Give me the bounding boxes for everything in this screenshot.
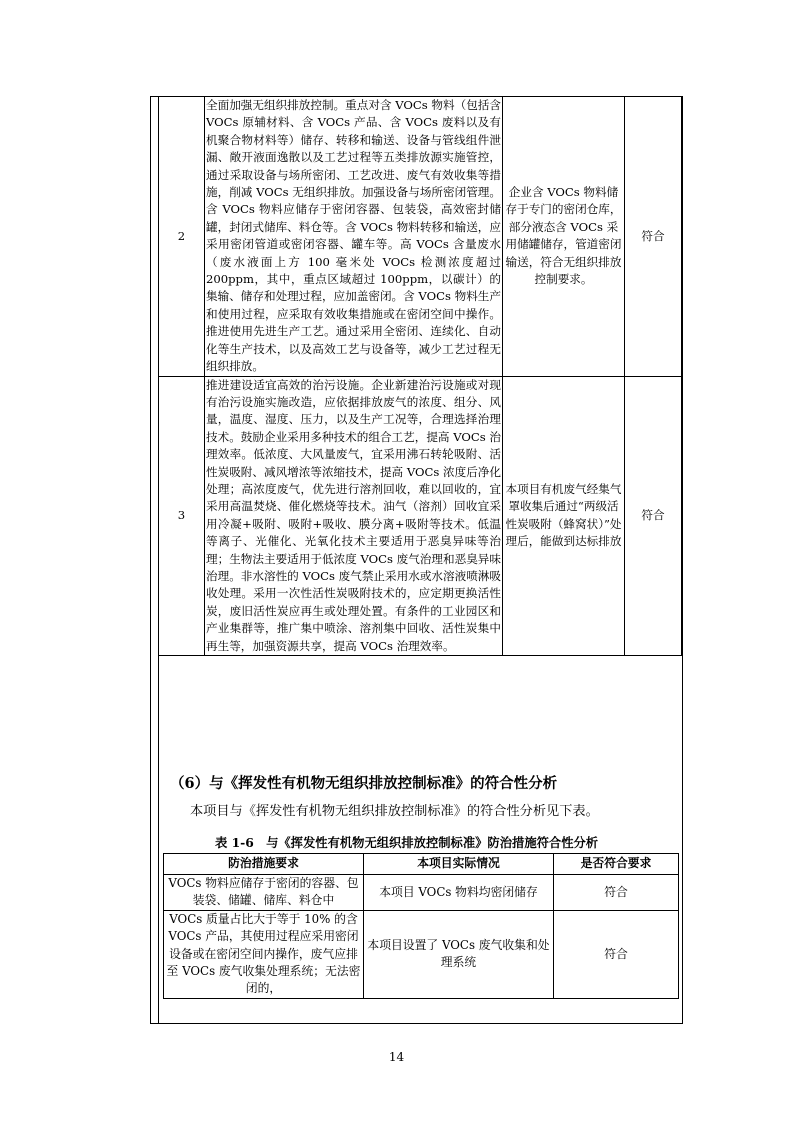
header-actual: 本项目实际情况	[364, 854, 554, 875]
table-header-row	[164, 854, 679, 875]
project-actual: 本项目有机废气经集气罩收集后通过“两级活性炭吸附（蜂窝状）”处理后，能做到达标排放	[503, 376, 625, 656]
project-actual: 本项目设置了 VOCs 废气收集和处理系统	[364, 910, 554, 998]
project-actual: 企业含 VOCs 物料储存于专门的密闭仓库，部分液态含 VOCs 采用储罐储存，管道密闭输送，符合无组织排放控制要求。	[503, 97, 625, 377]
compliance-result: 符合	[625, 97, 682, 377]
measure-requirement: VOCs 物料应储存于密闭的容器、包装袋、储罐、储库、料仓中	[164, 875, 364, 911]
row-number: 2	[159, 97, 205, 377]
table-row	[159, 97, 682, 377]
header-compliance: 是否符合要求	[554, 854, 679, 875]
emission-standard-table	[163, 853, 679, 999]
vocs-measures-table	[158, 96, 682, 656]
table-row	[159, 376, 682, 656]
measure-requirement: VOCs 质量占比大于等于 10% 的含 VOCs 产品，其使用过程应采用密闭设备或在密闭空间内操作，废气应排至 VOCs 废气收集处理系统；无法密闭的，	[164, 910, 364, 998]
measure-requirement: 推进建设适宜高效的治污设施。企业新建治污设施或对现有治污设施实施改造，应依据排放废气的浓度、组分、风量，温度、湿度、压力，以及生产工况等，合理选择治理技术。鼓励企业采用多种技术的组合工艺，提高 VOCs 治理效率。低浓度、大风量废气，宜采用沸石转轮吸附、活性炭吸附、减风增浓等浓缩技术，提高 VOCs 浓度后净化处理；高浓度废气，优先进行溶剂回收，难以回收的，宜采用高温焚烧、催化燃烧等技术。油气（溶剂）回收宜采用冷凝+吸附、吸附+吸收、膜分离+吸附等技术。低温等离子、光催化、光氧化技术主要适用于恶臭异味等治理；生物法主要适用于低浓度 VOCs 废气治理和恶臭异味治理。非水溶性的 VOCs 废气禁止采用水或水溶液喷淋吸收处理。采用一次性活性炭吸附技术的，应定期更换活性炭，废旧活性炭应再生或处理处置。有条件的工业园区和产业集群等，推广集中喷涂、溶剂集中回收、活性炭集中再生等，加强资源共享，提高 VOCs 治理效率。	[205, 376, 503, 656]
measure-requirement: 全面加强无组织排放控制。重点对含 VOCs 物料（包括含 VOCs 原辅材料、含 VOCs 产品、含 VOCs 废料以及有机聚合物材料等）储存、转移和输送、设备与管线组件泄漏、敞开液面逸散以及工艺过程等五类排放源实施管控，通过采取设备与场所密闭、工艺改进、废气有效收集等措施，削减 VOCs 无组织排放。加强设备与场所密闭管理。含 VOCs 物料应储存于密闭容器、包装袋，高效密封储罐，封闭式储库、料仓等。含 VOCs 物料转移和输送，应采用密闭管道或密闭容器、罐车等。高 VOCs 含量废水（废水液面上方 100 毫米处 VOCs 检测浓度超过 200ppm，其中，重点区域超过 100ppm，以碳计）的集输、储存和处理过程，应加盖密闭。含 VOCs 物料生产和使用过程，应采取有效收集措施或在密闭空间中操作。推进使用先进生产工艺。通过采用全密闭、连续化、自动化等生产技术，以及高效工艺与设备等，减少工艺过程无组织排放。	[205, 97, 503, 377]
table-row	[164, 875, 679, 911]
table-caption: 表 1-6 与《挥发性有机物无组织排放控制标准》防治措施符合性分析	[215, 835, 599, 850]
table-row	[164, 910, 679, 998]
row-number: 3	[159, 376, 205, 656]
compliance-result: 符合	[554, 910, 679, 998]
section-heading: （6）与《挥发性有机物无组织排放控制标准》的符合性分析	[170, 775, 558, 792]
compliance-result: 符合	[554, 875, 679, 911]
section-intro: 本项目与《挥发性有机物无组织排放控制标准》的符合性分析见下表。	[190, 804, 599, 819]
page-number: 14	[388, 1050, 405, 1064]
compliance-result: 符合	[625, 376, 682, 656]
project-actual: 本项目 VOCs 物料均密闭储存	[364, 875, 554, 911]
header-requirement: 防治措施要求	[164, 854, 364, 875]
